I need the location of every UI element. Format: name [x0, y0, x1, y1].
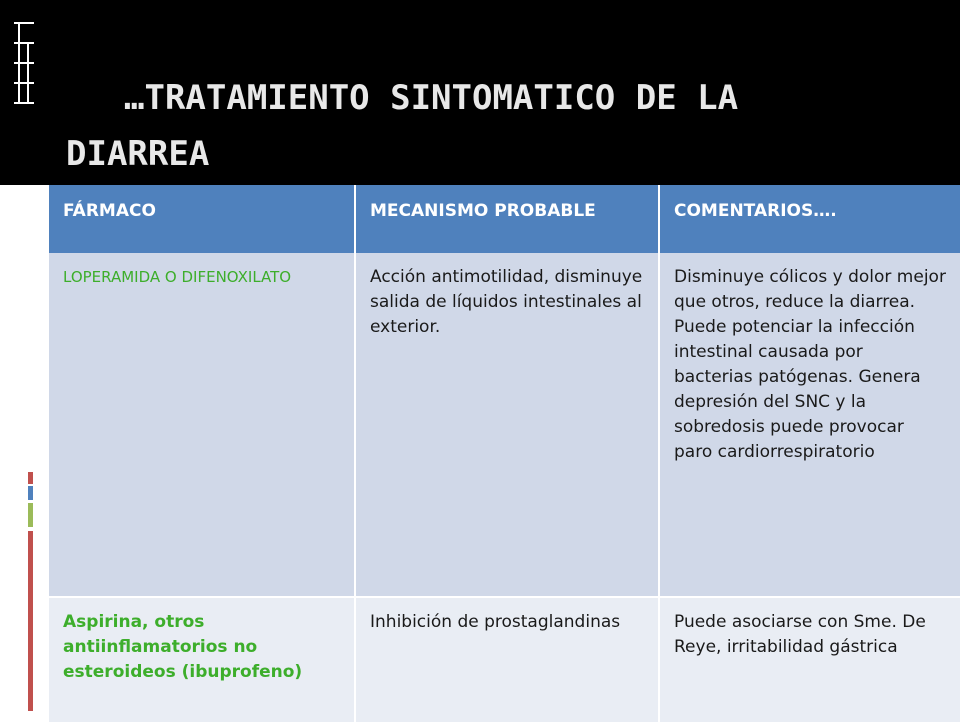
table-header-row — [49, 185, 960, 253]
header-mecanismo: MECANISMO PROBABLE — [355, 185, 659, 253]
mechanism-cell: Inhibición de prostaglandinas — [355, 597, 659, 722]
mechanism-cell: Acción antimotilidad, disminuye salida de líquidos intestinales al exterior. — [355, 253, 659, 597]
comments-cell: Disminuye cólicos y dolor mejor que otros, reduce la diarrea. Puede potenciar la infección intestinal causada por bacterias patógenas. Genera depresión del SNC y la sobredosis puede provocar paro cardiorrespiratorio — [659, 253, 960, 597]
drug-cell: Aspirina, otros antiinflamatorios no esteroideos (ibuprofeno) — [49, 597, 355, 722]
header-farmaco: FÁRMACO — [49, 185, 355, 253]
accent-bar-red — [28, 472, 33, 484]
accent-bar-green — [28, 503, 33, 527]
accent-bar-blue — [28, 486, 33, 500]
table-row — [49, 253, 960, 597]
slide-title-line1: …TRATAMIENTO SINTOMATICO DE LA — [124, 78, 739, 118]
slide-title-line2: DIARREA — [66, 134, 210, 174]
treatment-table — [49, 185, 960, 722]
accent-bar-red-long — [28, 531, 33, 711]
table-row — [49, 597, 960, 722]
header-comentarios: COMENTARIOS…. — [659, 185, 960, 253]
slide-title — [66, 70, 866, 182]
comments-cell: Puede asociarse con Sme. De Reye, irritabilidad gástrica — [659, 597, 960, 722]
document-stack-icon — [0, 0, 39, 185]
drug-cell: LOPERAMIDA O DIFENOXILATO — [49, 253, 355, 597]
